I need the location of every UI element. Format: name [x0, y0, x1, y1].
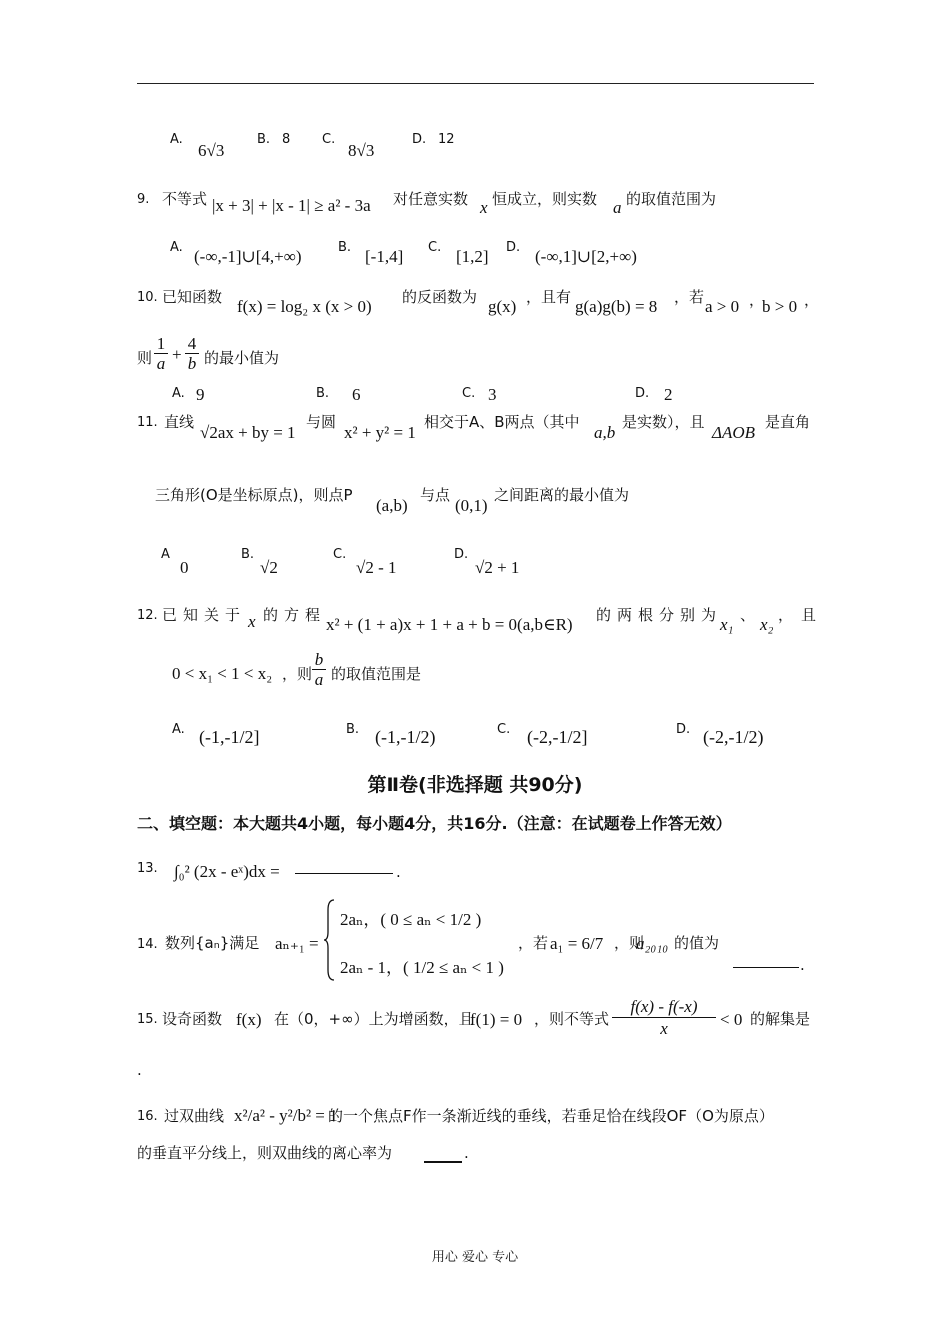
q10-stem-1: 已知函数 — [162, 288, 223, 306]
q15-end: . — [137, 1061, 142, 1079]
q10-option-d-label: D. — [635, 386, 650, 401]
q10-option-c-label: C. — [462, 386, 476, 401]
q10-option-d: 2 — [664, 385, 673, 404]
q15-stem-1: 设奇函数 — [162, 1010, 223, 1028]
q12-option-c-label: C. — [497, 722, 511, 737]
q14-stem-3: ，则 — [614, 934, 645, 952]
q11-ab: a,b — [594, 423, 616, 442]
q16-hyperbola: x²/a² - y²/b² = 1 — [234, 1106, 338, 1125]
q11-option-b: √2 — [260, 558, 278, 577]
q9-var-x: x — [480, 198, 488, 217]
q14-case-2: 2aₙ - 1，( 1/2 ≤ aₙ < 1 ) — [340, 958, 504, 977]
q10-stem-4: ，若 — [674, 288, 705, 306]
q10-comma: ， — [749, 291, 765, 309]
q12-option-a: (-1,-1/2] — [199, 727, 260, 747]
q14-stem-1: 数列{aₙ}满足 — [165, 934, 260, 952]
q9-option-d-label: D. — [506, 240, 521, 255]
q12-stem-4: ，且 — [778, 606, 825, 624]
q15-stem-2: 在（0，+∞）上为增函数，且 — [274, 1010, 474, 1028]
q12-stem-2: 的方程 — [263, 606, 327, 624]
q8-option-b-label: B. — [257, 132, 271, 147]
q11-line: √2ax + by = 1 — [200, 423, 296, 442]
q12-option-d-label: D. — [676, 722, 691, 737]
q10-number: 10. — [137, 290, 158, 305]
q15-stem-4: 的解集是 — [750, 1010, 811, 1028]
q9-option-b: [-1,4] — [365, 247, 404, 266]
q10-comma-2: ， — [804, 291, 820, 309]
q12-stem-6: 的取值范围是 — [331, 665, 422, 683]
q12-condition: 0 < x₁ < 1 < x₂ — [172, 664, 273, 683]
q11-stem-5: 是直角 — [765, 413, 811, 431]
q14-answer-blank[interactable] — [733, 966, 799, 968]
q9-stem-1: 不等式 — [162, 190, 208, 208]
q15-f1: f(1) = 0 — [470, 1010, 523, 1029]
q12-equation: x² + (1 + a)x + 1 + a + b = 0(a,b∈R) — [326, 615, 573, 634]
q8-option-c-label: C. — [322, 132, 336, 147]
q10-fraction-1-den: a — [156, 354, 166, 373]
q10-function: f(x) = log₂ x (x > 0) — [237, 297, 372, 316]
q12-option-d: (-2,-1/2) — [703, 727, 764, 747]
q8-option-b: 8 — [282, 132, 291, 147]
q12-stem-5: ，则 — [282, 665, 313, 683]
q15-stem-3: ，则不等式 — [534, 1010, 610, 1028]
q9-option-a: (-∞,-1]∪[4,+∞) — [194, 247, 302, 266]
q11-stem-8: 之间距离的最小值为 — [494, 486, 630, 504]
q9-stem-2: 对任意实数 — [393, 190, 469, 208]
q9-stem-4: 的取值范围为 — [626, 190, 717, 208]
q12-fraction — [312, 651, 326, 690]
q16-number: 16. — [137, 1109, 158, 1124]
q11-stem-1: 直线 — [164, 413, 195, 431]
q9-option-a-label: A. — [170, 240, 183, 255]
q8-option-a: 6√3 — [198, 141, 225, 160]
q13-number: 13. — [137, 861, 158, 876]
q8-option-d-label: D. — [412, 132, 427, 147]
q11-option-d: √2 + 1 — [475, 558, 520, 577]
q10-stem-5: 则 — [137, 349, 153, 367]
q12-fraction-den: a — [314, 670, 324, 689]
q15-fraction-den: x — [660, 1019, 668, 1038]
q11-option-a-label: A — [161, 547, 170, 562]
q16-answer-blank[interactable] — [424, 1160, 462, 1163]
q11-option-c-label: C. — [333, 547, 347, 562]
q12-option-a-label: A. — [172, 722, 185, 737]
q14-lhs: aₙ₊₁ = — [275, 934, 319, 953]
q11-point-p: (a,b) — [376, 496, 408, 515]
q14-a1: a₁ = 6/7 — [550, 934, 604, 953]
q15-inequality: < 0 — [720, 1010, 743, 1029]
q12-fraction-num: b — [312, 651, 326, 670]
q11-option-a: 0 — [180, 558, 189, 577]
q10-option-b: 6 — [352, 385, 361, 404]
q15-fraction — [612, 997, 716, 1040]
q9-var-a: a — [613, 198, 622, 217]
q12-var-x: x — [248, 612, 256, 631]
q10-cond-a: a > 0 — [705, 297, 740, 316]
q10-cond-b: b > 0 — [762, 297, 798, 316]
page-footer: 用心 爱心 专心 — [431, 1250, 519, 1265]
q10-stem-2: 的反函数为 — [402, 288, 478, 306]
q10-fraction-2 — [185, 335, 199, 374]
q15-fraction-num: f(x) - f(-x) — [612, 997, 716, 1018]
q12-stem-3: 的两根分别为 — [596, 606, 723, 624]
q11-point-q: (0,1) — [455, 496, 488, 515]
q14-stem-2: ，若 — [518, 934, 549, 952]
q11-option-b-label: B. — [241, 547, 255, 562]
q11-stem-6: 三角形(O是坐标原点)，则点P — [155, 486, 353, 504]
q13-answer-blank[interactable] — [295, 872, 393, 874]
q11-stem-3: 相交于A、B两点（其中 — [424, 413, 580, 431]
q14-stem-4: 的值为 — [674, 934, 720, 952]
q14-case-1: 2aₙ，( 0 ≤ aₙ < 1/2 ) — [340, 910, 482, 929]
q9-option-d: (-∞,1]∪[2,+∞) — [535, 247, 637, 266]
q12-number: 12. — [137, 608, 158, 623]
q11-number: 11. — [137, 415, 158, 430]
q16-stem-3: 的垂直平分线上，则双曲线的离心率为 — [137, 1144, 393, 1162]
q12-option-c: (-2,-1/2] — [527, 727, 588, 747]
q16-stem-1: 过双曲线 — [164, 1107, 225, 1125]
q9-option-c: [1,2] — [456, 247, 489, 266]
q13-end: . — [396, 863, 401, 881]
q10-fraction-2-den: b — [187, 354, 197, 373]
q14-number: 14. — [137, 937, 158, 952]
q11-option-c: √2 - 1 — [356, 558, 397, 577]
q16-end: . — [464, 1144, 469, 1162]
header-rule — [137, 83, 814, 84]
q9-stem-3: 恒成立，则实数 — [492, 190, 598, 208]
q11-stem-2: 与圆 — [306, 413, 337, 431]
q11-stem-7: 与点 — [420, 486, 451, 504]
q11-option-d-label: D. — [454, 547, 469, 562]
q10-option-c: 3 — [488, 385, 497, 404]
q9-inequality: |x + 3| + |x - 1| ≥ a² - 3a — [212, 196, 371, 215]
fill-in-section-heading: 二、填空题：本大题共4小题，每小题4分，共16分.（注意：在试题卷上作答无效） — [137, 814, 732, 833]
q12-option-b: (-1,-1/2) — [375, 727, 436, 747]
q14-a2010: a₂₀₁₀ — [636, 934, 669, 953]
q9-option-b-label: B. — [338, 240, 352, 255]
q10-fraction-1-num: 1 — [154, 335, 168, 354]
q11-stem-4: 是实数），且 — [622, 413, 705, 431]
q10-condition: g(a)g(b) = 8 — [575, 297, 658, 316]
q8-option-a-label: A. — [170, 132, 183, 147]
q12-option-b-label: B. — [346, 722, 360, 737]
q12-separator: 、 — [740, 606, 756, 624]
q10-option-a-label: A. — [172, 386, 185, 401]
q10-fraction-1 — [154, 335, 168, 374]
q12-x2: x₂ — [760, 615, 774, 634]
q15-fx: f(x) — [236, 1010, 262, 1029]
q10-stem-6: 的最小值为 — [204, 349, 280, 367]
q11-circle: x² + y² = 1 — [344, 423, 416, 442]
q10-fraction-2-num: 4 — [185, 335, 199, 354]
q12-x1: x₁ — [720, 615, 734, 634]
part-2-title: 第Ⅱ卷(非选择题 共90分) — [367, 774, 583, 796]
q14-left-brace — [324, 898, 336, 982]
q16-stem-2: 的一个焦点F作一条渐近线的垂线，若垂足恰在线段OF（O为原点） — [328, 1107, 774, 1125]
q10-stem-3: ，且有 — [526, 288, 572, 306]
q10-inverse: g(x) — [488, 297, 517, 316]
q15-number: 15. — [137, 1012, 158, 1027]
q9-option-c-label: C. — [428, 240, 442, 255]
q8-option-c: 8√3 — [348, 141, 375, 160]
q10-option-b-label: B. — [316, 386, 330, 401]
q14-end: . — [800, 956, 805, 974]
q8-option-d: 12 — [438, 132, 455, 147]
q10-plus: + — [172, 345, 182, 364]
q9-number: 9. — [137, 192, 150, 207]
q11-triangle: ΔAOB — [712, 423, 756, 442]
q13-integral: ∫₀² (2x - eˣ)dx = — [174, 862, 280, 881]
q10-option-a: 9 — [196, 385, 205, 404]
q12-stem-1: 已知关于 — [162, 606, 247, 624]
